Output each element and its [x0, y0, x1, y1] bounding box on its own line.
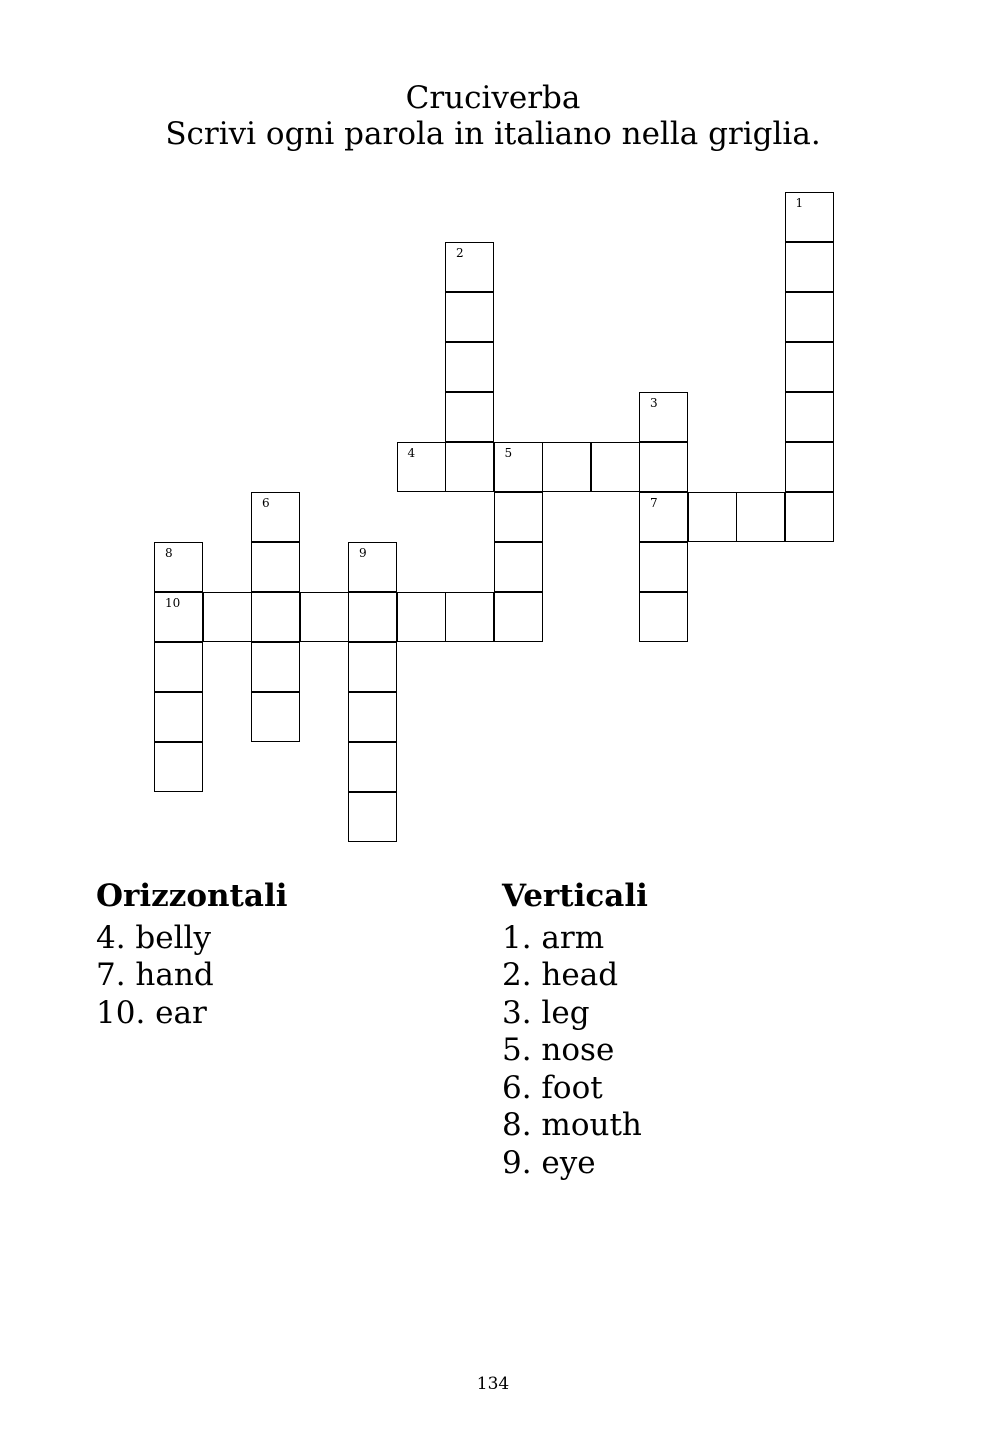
- clue-number: 8: [165, 546, 173, 560]
- crossword-cell: [639, 392, 688, 442]
- crossword-cell: [251, 592, 300, 642]
- crossword-cell: [688, 492, 737, 542]
- crossword-cell: [542, 442, 591, 492]
- crossword-cell: [639, 542, 688, 592]
- crossword-cell: [785, 342, 834, 392]
- crossword-cell: [397, 592, 446, 642]
- crossword-cell: [154, 592, 203, 642]
- crossword-cell: [445, 442, 494, 492]
- down-clues: [502, 878, 648, 1182]
- crossword-cell: [348, 742, 397, 792]
- crossword-cell: [494, 542, 543, 592]
- across-clue: 7. hand: [96, 957, 214, 993]
- crossword-cell: [639, 442, 688, 492]
- crossword-cell: [785, 292, 834, 342]
- crossword-cell: [494, 592, 543, 642]
- crossword-cell: [348, 692, 397, 742]
- crossword-cell: [251, 692, 300, 742]
- clue-number: 5: [504, 446, 513, 460]
- page-instructions: Scrivi ogni parola in italiano nella griglia.: [165, 116, 821, 152]
- crossword-cell: [445, 242, 494, 292]
- crossword-cell: [154, 542, 203, 592]
- clue-number: 7: [650, 496, 658, 510]
- clue-number: 4: [407, 446, 416, 460]
- crossword-cell: [591, 442, 640, 492]
- crossword-cell: [494, 442, 543, 492]
- down-clue: 6. foot: [502, 1069, 603, 1106]
- crossword-cell: [445, 342, 494, 392]
- down-heading: Verticali: [502, 878, 648, 914]
- crossword-cell: [251, 642, 300, 692]
- crossword-cell: [203, 592, 252, 642]
- crossword-cell: [785, 242, 834, 292]
- page-number: 134: [476, 1374, 510, 1394]
- clue-number: 3: [650, 396, 658, 410]
- clue-number: 2: [456, 246, 464, 260]
- crossword-cell: [445, 292, 494, 342]
- down-clue: 8. mouth: [502, 1107, 642, 1143]
- down-clue: 1. arm: [502, 919, 605, 956]
- down-clue: 9. eye: [502, 1144, 596, 1181]
- across-clue: 4. belly: [96, 919, 211, 956]
- crossword-cell: [736, 492, 785, 542]
- clue-number: 6: [262, 496, 270, 510]
- crossword-cell: [348, 792, 397, 842]
- crossword-cell: [445, 592, 494, 642]
- clue-number: 1: [795, 196, 804, 210]
- across-heading: Orizzontali: [96, 878, 288, 914]
- crossword-cell: [154, 742, 203, 792]
- crossword-cell: [251, 542, 300, 592]
- crossword-cell: [494, 492, 543, 542]
- crossword-cell: [785, 492, 834, 542]
- page-title: Cruciverba: [405, 80, 581, 116]
- crossword-cell: [785, 192, 834, 242]
- crossword-cell: [251, 492, 300, 542]
- crossword-cell: [300, 592, 349, 642]
- down-clue: 3. leg: [502, 994, 590, 1031]
- crossword-cell: [348, 542, 397, 592]
- down-clue: 2. head: [502, 957, 619, 993]
- crossword-cell: [154, 692, 203, 742]
- crossword-cell: [348, 592, 397, 642]
- clue-number: 10: [165, 596, 181, 610]
- crossword-cell: [785, 392, 834, 442]
- crossword-cell: [785, 442, 834, 492]
- crossword-cell: [348, 642, 397, 692]
- across-clues: [96, 878, 288, 1032]
- across-clue: 10. ear: [96, 994, 207, 1031]
- crossword-cell: [639, 492, 688, 542]
- crossword-cell: [639, 592, 688, 642]
- crossword-cell: [397, 442, 446, 492]
- crossword-cell: [445, 392, 494, 442]
- down-clue: 5. nose: [502, 1032, 615, 1068]
- clue-number: 9: [359, 546, 367, 560]
- crossword-cell: [154, 642, 203, 692]
